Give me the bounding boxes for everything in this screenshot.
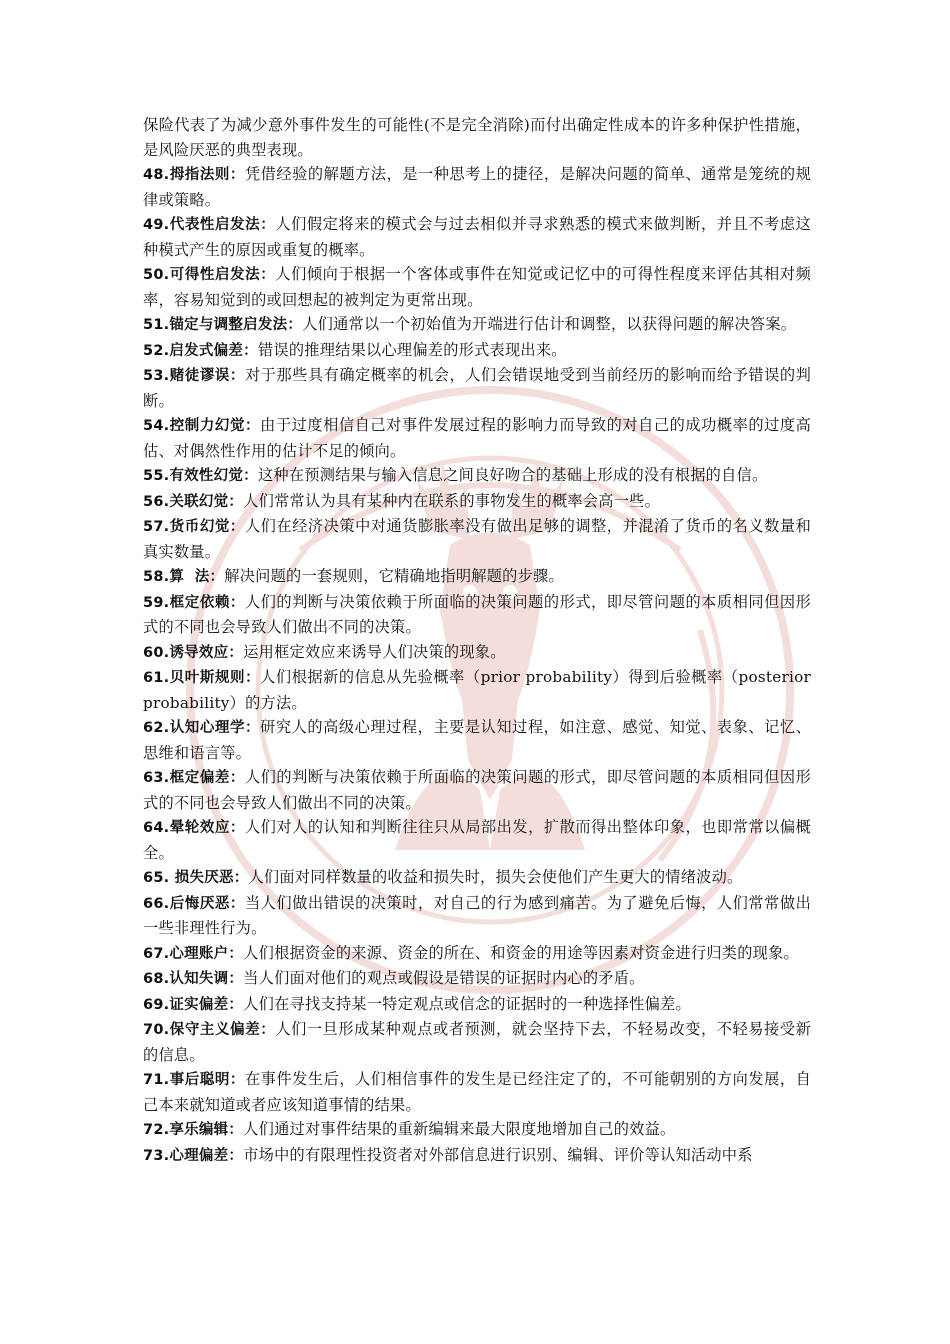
entry-52 — [143, 338, 811, 364]
entry-term: 54.控制力幻觉： — [143, 418, 261, 434]
document-body — [143, 113, 811, 1168]
entry-53 — [143, 363, 811, 413]
entry-72 — [143, 1117, 811, 1143]
entry-term: 59.框定依赖： — [143, 594, 245, 611]
entry-definition: 人们通过对事件结果的重新编辑来最大限度地增加自己的效益。 — [243, 1120, 676, 1138]
entry-definition: 人们常常认为具有某种内在联系的事物发生的概率会高一些。 — [243, 491, 660, 510]
entry-50 — [143, 262, 811, 312]
entry-definition: 市场中的有限理性投资者对外部信息进行识别、编辑、评价等认知活动中系 — [243, 1145, 753, 1164]
entry-definition: 人们对人的认知和判断往往只从局部出发，扩散而得出整体印象，也即常常以偏概全。 — [143, 818, 812, 862]
intro-text: 保险代表了为减少意外事件发生的可能性(不是完全消除)而付出确定性成本的许多种保护性措施，是风险厌恶的典型表现。 — [143, 116, 811, 159]
intro-paragraph — [143, 113, 811, 162]
entry-61 — [143, 665, 811, 715]
entry-term: 48.拇指法则： — [143, 167, 245, 183]
entry-56 — [143, 489, 811, 515]
entry-term: 73.心理偏差： — [143, 1147, 244, 1164]
entry-term: 64.晕轮效应： — [143, 820, 245, 836]
entry-63 — [143, 765, 811, 815]
entry-term: 62.认知心理学： — [143, 720, 261, 736]
entry-definition: 人们的判断与决策依赖于所面临的决策问题的形式，即尽管问题的本质相同但因形式的不同也会导致人们做出不同的决策。 — [143, 768, 812, 812]
entry-definition: 人们的判断与决策依赖于所面临的决策问题的形式，即尽管问题的本质相同但因形式的不同也会导致人们做出不同的决策。 — [143, 592, 812, 636]
entry-66 — [143, 891, 811, 941]
entry-definition: 人们根据新的信息从先验概率（prior probability）得到后验概率（posterior probability）的方法。 — [143, 668, 812, 712]
entry-term: 58.算 法： — [143, 569, 225, 585]
entry-term: 60.诱导效应： — [143, 644, 244, 661]
entry-term: 65. 损失厌恶： — [143, 870, 249, 886]
entry-definition: 错误的推理结果以心理偏差的形式表现出来。 — [257, 340, 567, 359]
entry-definition: 人们面对同样数量的收益和损失时，损失会使他们产生更大的情绪波动。 — [248, 868, 743, 886]
entry-71 — [143, 1067, 811, 1117]
entry-definition: 对于那些具有确定概率的机会，人们会错误地受到当前经历的影响而给予错误的判断。 — [143, 366, 812, 410]
entry-55 — [143, 463, 811, 489]
entry-term: 70.保守主义偏差： — [143, 1022, 276, 1038]
entry-definition: 人们假定将来的模式会与过去相似并寻求熟悉的模式来做判断，并且不考虑这种模式产生的原因或重复的概率。 — [143, 215, 812, 259]
entry-term: 49.代表性启发法： — [143, 217, 276, 233]
entry-definition: 人们根据资金的来源、资金的所在、和资金的用途等因素对资金进行归类的现象。 — [243, 943, 799, 962]
entry-definition: 人们倾向于根据一个客体或事件在知觉或记忆中的可得性程度来评估其相对频率，容易知觉到的或回想起的被判定为更常出现。 — [143, 265, 812, 309]
entry-definition: 在事件发生后，人们相信事件的发生是已经注定了的，不可能朝别的方向发展，自己本来就知道或者应该知道事情的结果。 — [143, 1070, 812, 1114]
entry-definition: 解决问题的一套规则，它精确地指明解题的步骤。 — [224, 567, 564, 585]
entry-term: 71.事后聪明： — [143, 1072, 245, 1088]
entry-definition: 人们通常以一个初始值为开端进行估计和调整，以获得问题的解决答案。 — [302, 315, 797, 333]
entry-64 — [143, 815, 811, 865]
entry-definition: 当人们面对他们的观点或假设是错误的证据时内心的矛盾。 — [243, 969, 645, 987]
entry-48 — [143, 162, 811, 212]
entry-term: 61.贝叶斯规则： — [143, 670, 261, 686]
entry-definition: 人们在寻找支持某一特定观点或信念的证据时的一种选择性偏差。 — [243, 994, 691, 1013]
entry-term: 52.启发式偏差： — [143, 342, 258, 359]
entry-definition: 人们在经济决策中对通货膨胀率没有做出足够的调整，并混淆了货币的名义数量和真实数量。 — [143, 517, 812, 561]
entry-term: 68.认知失调： — [143, 971, 244, 987]
entry-term: 67.心理账户： — [143, 945, 244, 962]
entry-70 — [143, 1017, 811, 1067]
entry-definition: 凭借经验的解题方法，是一种思考上的捷径，是解决问题的简单、通常是笼统的规律或策略。 — [143, 165, 812, 209]
entry-term: 57.货币幻觉： — [143, 519, 245, 535]
entry-49 — [143, 212, 811, 262]
entry-term: 56.关联幻觉： — [143, 493, 244, 510]
entry-definition: 运用框定效应来诱导人们决策的现象。 — [243, 642, 506, 661]
entry-definition: 人们一旦形成某种观点或者预测，就会坚持下去，不轻易改变，不轻易接受新的信息。 — [143, 1020, 812, 1064]
entry-67 — [143, 941, 811, 967]
entry-term: 63.框定偏差： — [143, 770, 245, 786]
entry-definition: 这种在预测结果与输入信息之间良好吻合的基础上形成的没有根据的自信。 — [257, 466, 768, 484]
entry-69 — [143, 992, 811, 1018]
entry-term: 55.有效性幻觉： — [143, 468, 258, 484]
entry-term: 66.后悔厌恶： — [143, 895, 245, 912]
entry-62 — [143, 715, 811, 765]
entry-term: 53.赌徒谬误： — [143, 368, 245, 384]
entry-65 — [143, 865, 811, 891]
entry-57 — [143, 514, 811, 564]
entry-54 — [143, 413, 811, 463]
entry-term: 72.享乐编辑： — [143, 1122, 244, 1138]
entry-51 — [143, 312, 811, 338]
entry-60 — [143, 640, 811, 666]
entry-definition: 由于过度相信自己对事件发展过程的影响力而导致的对自己的成功概率的过度高估、对偶然性作用的估计不足的倾向。 — [143, 416, 812, 460]
entry-term: 51.锚定与调整启发法： — [143, 317, 303, 333]
entry-68 — [143, 966, 811, 992]
entry-59 — [143, 590, 811, 640]
entry-73 — [143, 1143, 811, 1169]
entry-term: 50.可得性启发法： — [143, 267, 276, 283]
entry-term: 69.证实偏差： — [143, 996, 244, 1013]
entry-definition: 当人们做出错误的决策时，对自己的行为感到痛苦。为了避免后悔，人们常常做出一些非理性行为。 — [143, 893, 812, 937]
entry-58 — [143, 564, 811, 590]
entry-definition: 研究人的高级心理过程，主要是认知过程，如注意、感觉、知觉、表象、记忆、思维和语言等。 — [143, 718, 812, 762]
